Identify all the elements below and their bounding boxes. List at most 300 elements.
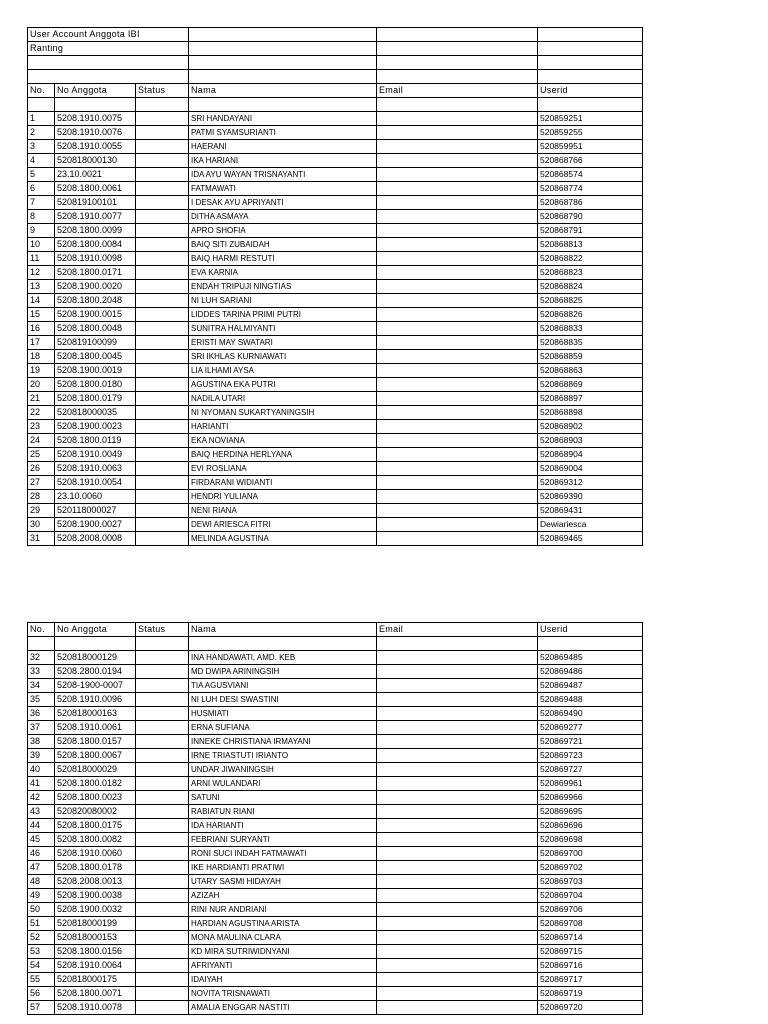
- member-userid: 520868863: [538, 364, 643, 378]
- member-userid: 520869727: [538, 763, 643, 777]
- member-number: 5208.2008.0008: [55, 532, 136, 546]
- header-userid: Userid: [538, 623, 643, 637]
- row-status: [136, 931, 189, 945]
- row-number: 22: [28, 406, 55, 420]
- row-number: 37: [28, 721, 55, 735]
- row-number: 42: [28, 791, 55, 805]
- member-userid: 520868904: [538, 448, 643, 462]
- member-email: [377, 777, 538, 791]
- member-email: [377, 406, 538, 420]
- member-userid: 520868790: [538, 210, 643, 224]
- member-name: UTARY SASMI HIDAYAH: [189, 875, 377, 889]
- member-email: [377, 476, 538, 490]
- row-status: [136, 735, 189, 749]
- member-userid: 520859951: [538, 140, 643, 154]
- member-userid: 520868786: [538, 196, 643, 210]
- member-email: [377, 364, 538, 378]
- member-name: HARIANTI: [189, 420, 377, 434]
- member-number: 5208.1800.0156: [55, 945, 136, 959]
- member-email: [377, 322, 538, 336]
- row-status: [136, 903, 189, 917]
- member-row: [28, 266, 643, 280]
- member-name: LIA ILHAMI AYSA: [189, 364, 377, 378]
- row-status: [136, 448, 189, 462]
- row-status: [136, 224, 189, 238]
- row-status: [136, 763, 189, 777]
- row-number: 20: [28, 378, 55, 392]
- member-email: [377, 378, 538, 392]
- member-userid: 520859255: [538, 126, 643, 140]
- member-number: 5208.1910.0061: [55, 721, 136, 735]
- row-status: [136, 749, 189, 763]
- member-name: ARNI WULANDARI: [189, 777, 377, 791]
- row-number: 3: [28, 140, 55, 154]
- member-row: [28, 154, 643, 168]
- member-name: BAIQ HARMI RESTUTI: [189, 252, 377, 266]
- member-email: [377, 210, 538, 224]
- member-email: [377, 903, 538, 917]
- member-number: 5208.1800.0084: [55, 238, 136, 252]
- member-name: SRI IKHLAS KURNIAWATI: [189, 350, 377, 364]
- row-status: [136, 182, 189, 196]
- row-number: 47: [28, 861, 55, 875]
- member-name: IDA AYU WAYAN TRISNAYANTI: [189, 168, 377, 182]
- member-email: [377, 945, 538, 959]
- row-number: 1: [28, 112, 55, 126]
- member-name: IDA HARIANTI: [189, 819, 377, 833]
- member-userid: 520868897: [538, 392, 643, 406]
- row-number: 49: [28, 889, 55, 903]
- member-email: [377, 266, 538, 280]
- member-email: [377, 931, 538, 945]
- member-row: [28, 462, 643, 476]
- member-email: [377, 763, 538, 777]
- member-number: 5208.1910.0064: [55, 959, 136, 973]
- row-status: [136, 791, 189, 805]
- row-status: [136, 651, 189, 665]
- row-number: 41: [28, 777, 55, 791]
- member-userid: 520869714: [538, 931, 643, 945]
- row-status: [136, 973, 189, 987]
- sheet-subtitle: Ranting: [28, 42, 189, 56]
- member-userid: 520868823: [538, 266, 643, 280]
- member-email: [377, 434, 538, 448]
- member-userid: 520868825: [538, 294, 643, 308]
- member-number: 5208.1910.0076: [55, 126, 136, 140]
- row-status: [136, 889, 189, 903]
- member-name: IKA HARIANI: [189, 154, 377, 168]
- member-number: 520818000153: [55, 931, 136, 945]
- member-userid: 520868833: [538, 322, 643, 336]
- member-number: 520818000130: [55, 154, 136, 168]
- member-row: [28, 490, 643, 504]
- member-name: APRO SHOFIA: [189, 224, 377, 238]
- member-row: [28, 959, 643, 973]
- member-userid: 520868824: [538, 280, 643, 294]
- member-userid: 520868903: [538, 434, 643, 448]
- row-status: [136, 861, 189, 875]
- member-row: [28, 252, 643, 266]
- row-number: 15: [28, 308, 55, 322]
- member-name: TIA AGUSVIANI: [189, 679, 377, 693]
- member-name: IDAIYAH: [189, 973, 377, 987]
- member-email: [377, 112, 538, 126]
- row-status: [136, 777, 189, 791]
- member-number: 5208.1910.0077: [55, 210, 136, 224]
- member-number: 5208.1910.0049: [55, 448, 136, 462]
- member-row: [28, 945, 643, 959]
- row-status: [136, 168, 189, 182]
- member-email: [377, 140, 538, 154]
- member-name: FIRDARANI WIDIANTI: [189, 476, 377, 490]
- row-number: 29: [28, 504, 55, 518]
- row-number: 33: [28, 665, 55, 679]
- row-number: 40: [28, 763, 55, 777]
- row-status: [136, 875, 189, 889]
- row-status: [136, 462, 189, 476]
- member-userid: 520869695: [538, 805, 643, 819]
- member-row: [28, 434, 643, 448]
- member-name: MONA MAULINA CLARA: [189, 931, 377, 945]
- member-userid: 520868826: [538, 308, 643, 322]
- row-number: 6: [28, 182, 55, 196]
- member-email: [377, 875, 538, 889]
- member-userid: 520869719: [538, 987, 643, 1001]
- member-userid: 520869312: [538, 476, 643, 490]
- row-number: 11: [28, 252, 55, 266]
- member-name: AGUSTINA EKA PUTRI: [189, 378, 377, 392]
- member-number: 5208.1910.0063: [55, 462, 136, 476]
- row-number: 38: [28, 735, 55, 749]
- member-name: IRNE TRIASTUTI IRIANTO: [189, 749, 377, 763]
- member-userid: 520869706: [538, 903, 643, 917]
- row-number: 57: [28, 1001, 55, 1015]
- member-name: HENDRI YULIANA: [189, 490, 377, 504]
- member-name: HAERANI: [189, 140, 377, 154]
- member-row: [28, 679, 643, 693]
- member-userid: Dewiariesca: [538, 518, 643, 532]
- row-number: 55: [28, 973, 55, 987]
- row-number: 26: [28, 462, 55, 476]
- member-number: 5208.1800.0157: [55, 735, 136, 749]
- member-userid: 520868574: [538, 168, 643, 182]
- member-number: 5208.1900.0015: [55, 308, 136, 322]
- row-number: 43: [28, 805, 55, 819]
- row-status: [136, 819, 189, 833]
- member-number: 5208.1910.0054: [55, 476, 136, 490]
- member-email: [377, 420, 538, 434]
- member-email: [377, 224, 538, 238]
- row-number: 9: [28, 224, 55, 238]
- member-email: [377, 749, 538, 763]
- member-number: 5208.1910.0060: [55, 847, 136, 861]
- row-number: 8: [28, 210, 55, 224]
- member-row: [28, 140, 643, 154]
- member-name: IKE HARDIANTI PRATIWI: [189, 861, 377, 875]
- member-name: I DESAK AYU APRIYANTI: [189, 196, 377, 210]
- member-number: 5208.2800.0194: [55, 665, 136, 679]
- header-no: No.: [28, 84, 55, 98]
- member-row: [28, 126, 643, 140]
- member-number: 5208-1900-0007: [55, 679, 136, 693]
- member-number: 5208.1800.0071: [55, 987, 136, 1001]
- member-email: [377, 518, 538, 532]
- member-number: 5208.1800.0082: [55, 833, 136, 847]
- row-number: 46: [28, 847, 55, 861]
- member-row: [28, 763, 643, 777]
- member-name: ERNA SUFIANA: [189, 721, 377, 735]
- member-email: [377, 721, 538, 735]
- member-number: 5208.2008.0013: [55, 875, 136, 889]
- member-email: [377, 665, 538, 679]
- row-status: [136, 490, 189, 504]
- member-email: [377, 490, 538, 504]
- row-status: [136, 392, 189, 406]
- member-row: [28, 406, 643, 420]
- header-status: Status: [136, 623, 189, 637]
- member-row: [28, 518, 643, 532]
- row-number: 14: [28, 294, 55, 308]
- member-name: MELINDA AGUSTINA: [189, 532, 377, 546]
- member-row: [28, 819, 643, 833]
- member-row: [28, 308, 643, 322]
- member-number: 5208.1900.0023: [55, 420, 136, 434]
- member-number: 5208.1800.0119: [55, 434, 136, 448]
- row-status: [136, 721, 189, 735]
- row-number: 48: [28, 875, 55, 889]
- row-number: 23: [28, 420, 55, 434]
- member-email: [377, 987, 538, 1001]
- member-userid: 520868813: [538, 238, 643, 252]
- header-row: [28, 623, 643, 637]
- member-email: [377, 336, 538, 350]
- member-userid: 520869708: [538, 917, 643, 931]
- member-name: ENDAH TRIPUJI NINGTIAS: [189, 280, 377, 294]
- member-row: [28, 707, 643, 721]
- member-name: INA HANDAWATI, AMD. KEB: [189, 651, 377, 665]
- header-nama: Nama: [189, 623, 377, 637]
- header-userid: Userid: [538, 84, 643, 98]
- member-name: RABIATUN RIANI: [189, 805, 377, 819]
- row-number: 50: [28, 903, 55, 917]
- member-userid: 520869717: [538, 973, 643, 987]
- member-row: [28, 420, 643, 434]
- row-status: [136, 679, 189, 693]
- member-name: NI NYOMAN SUKARTYANINGSIH: [189, 406, 377, 420]
- member-name: FATMAWATI: [189, 182, 377, 196]
- member-name: LIDDES TARINA PRIMI PUTRI: [189, 308, 377, 322]
- row-number: 36: [28, 707, 55, 721]
- row-status: [136, 350, 189, 364]
- row-number: 45: [28, 833, 55, 847]
- row-number: 7: [28, 196, 55, 210]
- member-userid: 520869277: [538, 721, 643, 735]
- member-userid: 520868791: [538, 224, 643, 238]
- member-name: AFRIYANTI: [189, 959, 377, 973]
- member-name: SRI HANDAYANI: [189, 112, 377, 126]
- member-row: [28, 847, 643, 861]
- member-number: 5208.1910.0078: [55, 1001, 136, 1015]
- header-no-anggota: No Anggota: [55, 84, 136, 98]
- row-status: [136, 532, 189, 546]
- member-userid: 520868859: [538, 350, 643, 364]
- member-number: 520818000163: [55, 707, 136, 721]
- member-number: 520819100101: [55, 196, 136, 210]
- row-status: [136, 1001, 189, 1015]
- row-status: [136, 833, 189, 847]
- member-row: [28, 322, 643, 336]
- member-name: DITHA ASMAYA: [189, 210, 377, 224]
- member-name: RINI NUR ANDRIANI: [189, 903, 377, 917]
- member-name: SUNITRA HALMIYANTI: [189, 322, 377, 336]
- row-number: 44: [28, 819, 55, 833]
- member-row: [28, 364, 643, 378]
- member-number: 5208.1800.0179: [55, 392, 136, 406]
- row-status: [136, 959, 189, 973]
- member-number: 5208.1800.0067: [55, 749, 136, 763]
- member-number: 5208.1800.0175: [55, 819, 136, 833]
- header-status: Status: [136, 84, 189, 98]
- member-userid: 520869703: [538, 875, 643, 889]
- member-row: [28, 392, 643, 406]
- row-status: [136, 210, 189, 224]
- member-userid: 520869488: [538, 693, 643, 707]
- header-no: No.: [28, 623, 55, 637]
- member-name: PATMI SYAMSURIANTI: [189, 126, 377, 140]
- member-row: [28, 168, 643, 182]
- member-userid: 520869700: [538, 847, 643, 861]
- member-row: [28, 749, 643, 763]
- member-name: BAIQ SITI ZUBAIDAH: [189, 238, 377, 252]
- member-number: 5208.1910.0096: [55, 693, 136, 707]
- member-name: NADILA UTARI: [189, 392, 377, 406]
- row-number: 27: [28, 476, 55, 490]
- member-email: [377, 707, 538, 721]
- member-row: [28, 224, 643, 238]
- member-number: 5208.1800.0045: [55, 350, 136, 364]
- header-row: [28, 84, 643, 98]
- member-userid: 520869490: [538, 707, 643, 721]
- row-number: 34: [28, 679, 55, 693]
- member-row: [28, 889, 643, 903]
- row-status: [136, 266, 189, 280]
- row-status: [136, 693, 189, 707]
- row-status: [136, 280, 189, 294]
- member-userid: 520869715: [538, 945, 643, 959]
- member-email: [377, 917, 538, 931]
- title-row: [28, 28, 643, 42]
- member-row: [28, 903, 643, 917]
- member-number: 5208.1800.0099: [55, 224, 136, 238]
- row-status: [136, 987, 189, 1001]
- member-email: [377, 182, 538, 196]
- member-email: [377, 154, 538, 168]
- member-email: [377, 973, 538, 987]
- member-userid: 520859251: [538, 112, 643, 126]
- row-status: [136, 112, 189, 126]
- member-name: FEBRIANI SURYANTI: [189, 833, 377, 847]
- member-email: [377, 392, 538, 406]
- row-number: 30: [28, 518, 55, 532]
- member-email: [377, 294, 538, 308]
- member-userid: 520869961: [538, 777, 643, 791]
- member-email: [377, 819, 538, 833]
- member-email: [377, 196, 538, 210]
- member-email: [377, 238, 538, 252]
- member-name: MD DWIPA ARININGSIH: [189, 665, 377, 679]
- row-status: [136, 665, 189, 679]
- row-status: [136, 252, 189, 266]
- row-status: [136, 434, 189, 448]
- member-userid: 520869487: [538, 679, 643, 693]
- member-userid: 520869716: [538, 959, 643, 973]
- row-number: 51: [28, 917, 55, 931]
- member-userid: 520869004: [538, 462, 643, 476]
- member-number: 5208.1900.0020: [55, 280, 136, 294]
- member-row: [28, 280, 643, 294]
- member-email: [377, 735, 538, 749]
- member-email: [377, 651, 538, 665]
- row-status: [136, 322, 189, 336]
- member-number: 5208.1800.0061: [55, 182, 136, 196]
- member-row: [28, 875, 643, 889]
- member-email: [377, 462, 538, 476]
- member-number: 520818000175: [55, 973, 136, 987]
- row-status: [136, 336, 189, 350]
- member-row: [28, 1001, 643, 1015]
- member-number: 5208.1910.0055: [55, 140, 136, 154]
- row-status: [136, 294, 189, 308]
- member-number: 520818000035: [55, 406, 136, 420]
- member-row: [28, 448, 643, 462]
- member-name: EVI ROSLIANA: [189, 462, 377, 476]
- member-row: [28, 112, 643, 126]
- row-number: 28: [28, 490, 55, 504]
- row-number: 31: [28, 532, 55, 546]
- member-name: SATUNI: [189, 791, 377, 805]
- member-email: [377, 168, 538, 182]
- member-name: UNDAR JIWANINGSIH: [189, 763, 377, 777]
- member-userid: 520869704: [538, 889, 643, 903]
- member-number: 23.10.0021: [55, 168, 136, 182]
- member-userid: 520869696: [538, 819, 643, 833]
- row-status: [136, 154, 189, 168]
- member-email: [377, 847, 538, 861]
- member-userid: 520868774: [538, 182, 643, 196]
- member-name: NI LUH SARIANI: [189, 294, 377, 308]
- member-number: 5208.1900.0019: [55, 364, 136, 378]
- member-row: [28, 350, 643, 364]
- member-email: [377, 308, 538, 322]
- member-name: HUSMIATI: [189, 707, 377, 721]
- member-number: 23.10.0060: [55, 490, 136, 504]
- member-row: [28, 238, 643, 252]
- header-no-anggota: No Anggota: [55, 623, 136, 637]
- row-number: 25: [28, 448, 55, 462]
- member-email: [377, 861, 538, 875]
- blank-row: [28, 70, 643, 84]
- member-userid: 520869485: [538, 651, 643, 665]
- member-row: [28, 777, 643, 791]
- member-number: 5208.1910.0098: [55, 252, 136, 266]
- row-number: 39: [28, 749, 55, 763]
- member-userid: 520868835: [538, 336, 643, 350]
- member-name: BAIQ HERDINA HERLYANA: [189, 448, 377, 462]
- row-number: 17: [28, 336, 55, 350]
- row-status: [136, 917, 189, 931]
- member-row: [28, 805, 643, 819]
- row-status: [136, 518, 189, 532]
